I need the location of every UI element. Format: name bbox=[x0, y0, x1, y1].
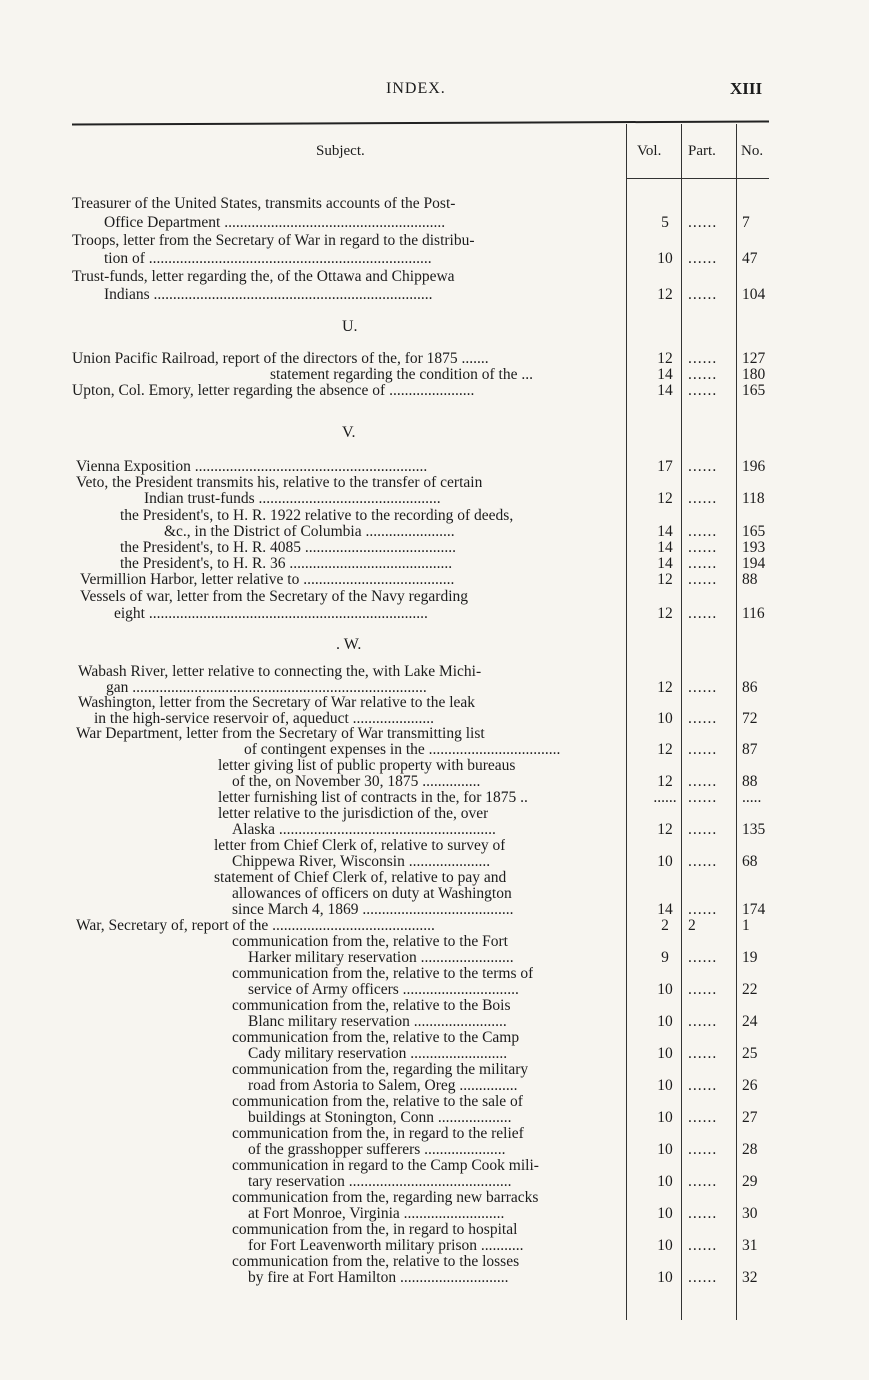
entry-part: ...... bbox=[688, 679, 718, 696]
index-entry-row bbox=[0, 806, 869, 822]
entry-vol: 14 bbox=[657, 523, 673, 540]
index-entry-row bbox=[0, 695, 869, 711]
index-entry-row bbox=[0, 822, 869, 838]
entry-part: ...... bbox=[688, 382, 718, 399]
entry-subject: letter furnishing list of contracts in the, for 1875 .. bbox=[218, 790, 528, 806]
index-entry-row bbox=[0, 1110, 869, 1126]
entry-subject: of the, on November 30, 1875 ............... bbox=[232, 774, 481, 790]
index-entry-row bbox=[0, 790, 869, 806]
entry-subject: the President's, to H. R. 36 .......................................... bbox=[120, 556, 453, 572]
index-entry-row bbox=[0, 524, 869, 540]
entry-vol: 5 bbox=[661, 214, 669, 231]
entry-subject: tary reservation .......................................... bbox=[248, 1174, 512, 1190]
entry-part: ...... bbox=[688, 458, 718, 475]
index-entry-row bbox=[0, 1030, 869, 1046]
entry-no: ..... bbox=[742, 789, 762, 806]
entry-vol: 14 bbox=[657, 555, 673, 572]
entry-part: ...... bbox=[688, 853, 718, 870]
index-entry-row bbox=[0, 870, 869, 886]
section-letter-v: V. bbox=[342, 424, 356, 441]
entry-vol: 10 bbox=[657, 1237, 673, 1254]
index-entry-row bbox=[0, 351, 869, 367]
page-title: INDEX. bbox=[386, 80, 446, 97]
index-entry-row bbox=[0, 966, 869, 982]
entry-no: 194 bbox=[742, 555, 766, 572]
entry-subject: gan ............................................................................ bbox=[106, 680, 427, 696]
entry-subject: communication from the, in regard to hospital bbox=[232, 1222, 518, 1238]
entry-no: 72 bbox=[742, 710, 758, 727]
entry-no: 135 bbox=[742, 821, 766, 838]
entry-part: ...... bbox=[688, 821, 718, 838]
entry-subject: of contingent expenses in the .................................. bbox=[244, 742, 561, 758]
index-entry-row bbox=[0, 726, 869, 742]
entry-part: ...... bbox=[688, 366, 718, 383]
index-entry-row bbox=[0, 774, 869, 790]
entry-no: 86 bbox=[742, 679, 758, 696]
entry-part: ...... bbox=[688, 350, 718, 367]
entry-subject: Union Pacific Railroad, report of the directors of the, for 1875 ....... bbox=[72, 351, 489, 367]
entry-part: ...... bbox=[688, 1237, 718, 1254]
entry-subject: Vermillion Harbor, letter relative to ....................................... bbox=[80, 572, 455, 588]
index-entry-row bbox=[0, 459, 869, 475]
entry-vol: 12 bbox=[657, 350, 673, 367]
entry-vol: 10 bbox=[657, 1045, 673, 1062]
index-entry-row bbox=[0, 711, 869, 727]
index-entry-row bbox=[0, 287, 869, 303]
entry-part: ...... bbox=[688, 1269, 718, 1286]
index-entry-row bbox=[0, 854, 869, 870]
index-entry-row bbox=[0, 1014, 869, 1030]
entry-no: 26 bbox=[742, 1077, 758, 1094]
entry-part: ...... bbox=[688, 214, 718, 231]
index-entry-row bbox=[0, 1126, 869, 1142]
entry-vol: 9 bbox=[661, 949, 669, 966]
index-entry-row bbox=[0, 934, 869, 950]
vol-header: Vol. bbox=[637, 143, 662, 159]
entry-no: 27 bbox=[742, 1109, 758, 1126]
entry-vol: 12 bbox=[657, 605, 673, 622]
entry-no: 193 bbox=[742, 539, 766, 556]
index-entry-row bbox=[0, 233, 869, 249]
entry-no: 165 bbox=[742, 382, 766, 399]
entry-part: ...... bbox=[688, 1013, 718, 1030]
entry-no: 165 bbox=[742, 523, 766, 540]
entry-vol: 12 bbox=[657, 773, 673, 790]
entry-vol: 14 bbox=[657, 382, 673, 399]
entry-subject: communication from the, relative to the terms of bbox=[232, 966, 534, 982]
index-entry-row bbox=[0, 742, 869, 758]
entry-no: 28 bbox=[742, 1141, 758, 1158]
index-entry-row bbox=[0, 1158, 869, 1174]
entry-no: 116 bbox=[742, 605, 765, 622]
entry-subject: Blanc military reservation ........................ bbox=[248, 1014, 507, 1030]
index-entry-row bbox=[0, 540, 869, 556]
entry-no: 174 bbox=[742, 901, 766, 918]
entry-subject: communication from the, relative to the Camp bbox=[232, 1030, 520, 1046]
entry-subject: communication from the, regarding the military bbox=[232, 1062, 529, 1078]
entry-vol: 10 bbox=[657, 981, 673, 998]
entry-subject: allowances of officers on duty at Washington bbox=[232, 886, 512, 902]
entry-vol: ...... bbox=[653, 789, 677, 806]
entry-subject: at Fort Monroe, Virginia .......................... bbox=[248, 1206, 505, 1222]
index-entry-row bbox=[0, 475, 869, 491]
entry-no: 30 bbox=[742, 1205, 758, 1222]
entry-subject: letter from Chief Clerk of, relative to survey of bbox=[214, 838, 506, 854]
index-entry-row bbox=[0, 1062, 869, 1078]
entry-no: 22 bbox=[742, 981, 758, 998]
index-entry-row bbox=[0, 606, 869, 622]
entry-vol: 12 bbox=[657, 741, 673, 758]
entry-subject: Veto, the President transmits his, relative to the transfer of certain bbox=[76, 475, 483, 491]
entry-part: ...... bbox=[688, 555, 718, 572]
index-entry-row bbox=[0, 1206, 869, 1222]
entry-vol: 12 bbox=[657, 286, 673, 303]
entry-part: ...... bbox=[688, 981, 718, 998]
entry-vol: 14 bbox=[657, 366, 673, 383]
entry-no: 127 bbox=[742, 350, 766, 367]
entry-no: 104 bbox=[742, 286, 766, 303]
page-number: XIII bbox=[730, 79, 763, 98]
index-entry-row bbox=[0, 886, 869, 902]
entry-subject: Upton, Col. Emory, letter regarding the absence of ...................... bbox=[72, 383, 475, 399]
index-entry-row bbox=[0, 1270, 869, 1286]
entry-vol: 17 bbox=[657, 458, 673, 475]
entry-part: ...... bbox=[688, 490, 718, 507]
entry-subject: communication from the, relative to the sale of bbox=[232, 1094, 523, 1110]
entry-part: ...... bbox=[688, 250, 718, 267]
entry-no: 47 bbox=[742, 250, 758, 267]
entry-subject: statement regarding the condition of the ... bbox=[270, 367, 533, 383]
entry-part: ...... bbox=[688, 1141, 718, 1158]
entry-vol: 12 bbox=[657, 490, 673, 507]
entry-subject: the President's, to H. R. 4085 ....................................... bbox=[120, 540, 457, 556]
entry-vol: 12 bbox=[657, 821, 673, 838]
entry-subject: Vessels of war, letter from the Secretary of the Navy regarding bbox=[80, 589, 469, 605]
entry-vol: 10 bbox=[657, 1141, 673, 1158]
index-entry-row bbox=[0, 556, 869, 572]
index-entry-row bbox=[0, 269, 869, 285]
entry-vol: 10 bbox=[657, 1013, 673, 1030]
index-entry-row bbox=[0, 1190, 869, 1206]
entry-subject: tion of ......................................................................... bbox=[104, 251, 432, 267]
entry-subject: communication from the, relative to the Fort bbox=[232, 934, 508, 950]
entry-subject: Chippewa River, Wisconsin ..................... bbox=[232, 854, 491, 870]
index-entry-row bbox=[0, 664, 869, 680]
entry-no: 32 bbox=[742, 1269, 758, 1286]
entry-part: 2 bbox=[688, 917, 697, 934]
index-entry-row bbox=[0, 838, 869, 854]
index-entry-row bbox=[0, 215, 869, 231]
entry-subject: communication in regard to the Camp Cook mili- bbox=[232, 1158, 539, 1174]
index-entry-row bbox=[0, 1046, 869, 1062]
entry-subject: road from Astoria to Salem, Oreg ............... bbox=[248, 1078, 518, 1094]
entry-subject: by fire at Fort Hamilton ............................ bbox=[248, 1270, 509, 1286]
entry-part: ...... bbox=[688, 539, 718, 556]
index-entry-row bbox=[0, 508, 869, 524]
entry-subject: eight ........................................................................ bbox=[114, 606, 428, 622]
entry-no: 87 bbox=[742, 741, 758, 758]
index-entry-row bbox=[0, 1238, 869, 1254]
entry-no: 88 bbox=[742, 773, 758, 790]
entry-subject: letter giving list of public property with bureaus bbox=[218, 758, 516, 774]
part-header: Part. bbox=[688, 143, 716, 159]
entry-no: 180 bbox=[742, 366, 766, 383]
entry-subject: in the high-service reservoir of, aqueduct ..................... bbox=[94, 711, 435, 727]
entry-part: ...... bbox=[688, 605, 718, 622]
index-entry-row bbox=[0, 982, 869, 998]
index-entry-row bbox=[0, 1142, 869, 1158]
entry-vol: 10 bbox=[657, 1173, 673, 1190]
index-entry-row bbox=[0, 1078, 869, 1094]
index-entry-row bbox=[0, 918, 869, 934]
entry-part: ...... bbox=[688, 949, 718, 966]
index-entry-row bbox=[0, 1254, 869, 1270]
entry-vol: 10 bbox=[657, 1269, 673, 1286]
entry-subject: Indian trust-funds ............................................... bbox=[144, 491, 441, 507]
entry-part: ...... bbox=[688, 901, 718, 918]
index-entry-row bbox=[0, 572, 869, 588]
entry-part: ...... bbox=[688, 710, 718, 727]
entry-subject: Trust-funds, letter regarding the, of the Ottawa and Chippewa bbox=[72, 269, 455, 285]
entry-no: 31 bbox=[742, 1237, 758, 1254]
entry-subject: Troops, letter from the Secretary of War in regard to the distribu- bbox=[72, 233, 475, 249]
entry-no: 88 bbox=[742, 571, 758, 588]
section-letter-u: U. bbox=[342, 318, 358, 335]
entry-no: 7 bbox=[742, 214, 750, 231]
entry-subject: Alaska ........................................................ bbox=[232, 822, 496, 838]
index-entry-row bbox=[0, 902, 869, 918]
index-entry-row bbox=[0, 196, 869, 212]
entry-subject: communication from the, in regard to the relief bbox=[232, 1126, 524, 1142]
entry-subject: Wabash River, letter relative to connecting the, with Lake Michi- bbox=[78, 664, 482, 680]
index-entry-row bbox=[0, 383, 869, 399]
entry-subject: buildings at Stonington, Conn ................... bbox=[248, 1110, 512, 1126]
entry-subject: Treasurer of the United States, transmits accounts of the Post- bbox=[72, 196, 456, 212]
entry-subject: letter relative to the jurisdiction of the, over bbox=[218, 806, 489, 822]
entry-vol: 12 bbox=[657, 571, 673, 588]
entry-part: ...... bbox=[688, 1205, 718, 1222]
entry-no: 118 bbox=[742, 490, 765, 507]
index-entry-row bbox=[0, 998, 869, 1014]
entry-subject: &c., in the District of Columbia ....................... bbox=[164, 524, 455, 540]
entry-subject: Cady military reservation ......................... bbox=[248, 1046, 508, 1062]
entry-part: ...... bbox=[688, 1077, 718, 1094]
entry-part: ...... bbox=[688, 1173, 718, 1190]
entry-subject: of the grasshopper sufferers ..................... bbox=[248, 1142, 506, 1158]
subject-header: Subject. bbox=[316, 143, 365, 159]
entry-subject: for Fort Leavenworth military prison ........... bbox=[248, 1238, 524, 1254]
index-entry-row bbox=[0, 491, 869, 507]
entry-subject: statement of Chief Clerk of, relative to pay and bbox=[214, 870, 507, 886]
entry-subject: War Department, letter from the Secretary of War transmitting list bbox=[76, 726, 485, 742]
entry-vol: 10 bbox=[657, 853, 673, 870]
entry-subject: communication from the, relative to the Bois bbox=[232, 998, 511, 1014]
index-entry-row bbox=[0, 680, 869, 696]
entry-part: ...... bbox=[688, 1045, 718, 1062]
index-entry-row bbox=[0, 589, 869, 605]
index-entry-row bbox=[0, 950, 869, 966]
entry-part: ...... bbox=[688, 773, 718, 790]
index-entry-row bbox=[0, 758, 869, 774]
entry-vol: 10 bbox=[657, 250, 673, 267]
entry-no: 1 bbox=[742, 917, 750, 934]
entry-part: ...... bbox=[688, 523, 718, 540]
entry-subject: Vienna Exposition ............................................................ bbox=[76, 459, 428, 475]
entry-subject: the President's, to H. R. 1922 relative to the recording of deeds, bbox=[120, 508, 514, 524]
entry-no: 68 bbox=[742, 853, 758, 870]
index-entry-row bbox=[0, 1222, 869, 1238]
entry-part: ...... bbox=[688, 1109, 718, 1126]
entry-no: 25 bbox=[742, 1045, 758, 1062]
entry-subject: since March 4, 1869 ....................................... bbox=[232, 902, 514, 918]
entry-part: ...... bbox=[688, 789, 718, 806]
entry-subject: Indians ........................................................................ bbox=[104, 287, 433, 303]
entry-subject: Harker military reservation ........................ bbox=[248, 950, 514, 966]
entry-vol: 10 bbox=[657, 1205, 673, 1222]
entry-no: 29 bbox=[742, 1173, 758, 1190]
section-letter-w: . W. bbox=[336, 636, 362, 653]
no-header: No. bbox=[741, 143, 764, 159]
entry-subject: Washington, letter from the Secretary of War relative to the leak bbox=[78, 695, 476, 711]
index-entry-row bbox=[0, 1174, 869, 1190]
entry-no: 19 bbox=[742, 949, 758, 966]
entry-part: ...... bbox=[688, 741, 718, 758]
index-entry-row bbox=[0, 251, 869, 267]
entry-subject: War, Secretary of, report of the .......................................... bbox=[76, 918, 435, 934]
entry-vol: 10 bbox=[657, 710, 673, 727]
entry-no: 196 bbox=[742, 458, 766, 475]
entry-no: 24 bbox=[742, 1013, 758, 1030]
entry-vol: 14 bbox=[657, 539, 673, 556]
entry-part: ...... bbox=[688, 571, 718, 588]
entry-subject: communication from the, regarding new barracks bbox=[232, 1190, 539, 1206]
entry-vol: 12 bbox=[657, 679, 673, 696]
index-entry-row bbox=[0, 1094, 869, 1110]
index-entry-row bbox=[0, 367, 869, 383]
entry-vol: 2 bbox=[661, 917, 669, 934]
entry-subject: service of Army officers .............................. bbox=[248, 982, 519, 998]
entry-subject: Office Department ......................................................... bbox=[104, 215, 446, 231]
entry-part: ...... bbox=[688, 286, 718, 303]
entry-vol: 10 bbox=[657, 1077, 673, 1094]
entry-vol: 10 bbox=[657, 1109, 673, 1126]
entry-subject: communication from the, relative to the losses bbox=[232, 1254, 520, 1270]
entry-vol: 14 bbox=[657, 901, 673, 918]
